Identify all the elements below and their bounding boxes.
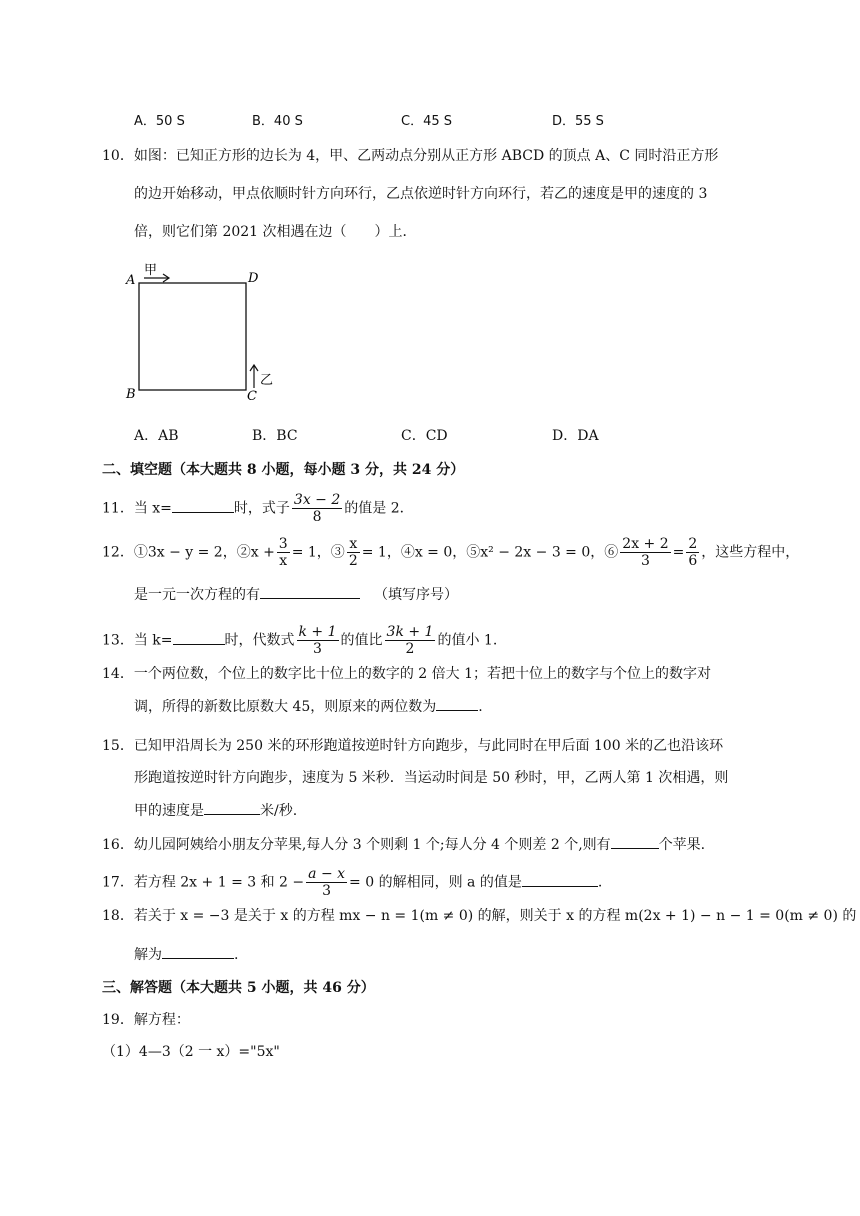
q17-frac-num: a − x	[308, 866, 346, 882]
vertex-b-label: B	[126, 387, 136, 402]
q17-fraction	[306, 866, 347, 899]
q12-eq6-fraction-2	[686, 536, 699, 569]
q18-number: 18．	[102, 908, 134, 924]
question-15-line-3	[134, 800, 297, 821]
q13-f2-den: 2	[405, 641, 415, 657]
question-19	[102, 1010, 190, 1030]
q11-frac-denominator: 8	[312, 509, 322, 525]
q16-pre: 幼儿园阿姨给小朋友分苹果,每人分 3 个则剩 1 个;每人分 4 个则差 2 个,则有	[133, 837, 611, 853]
q18-text-1: 若关于 x = −3 是关于 x 的方程 mx − n = 1(m ≠ 0) 的解，则关于 x 的方程 m(2x + 1) − n − 1 = 0(m ≠ 0) 的	[133, 908, 857, 924]
q12-eq6-fraction	[620, 536, 670, 569]
question-11	[102, 492, 414, 525]
q12-eq6-post: ，这些方程中，	[701, 544, 800, 561]
q12-answer-blank[interactable]	[260, 584, 360, 599]
vertex-d-label: D	[248, 271, 259, 286]
q14-line2-pre: 调，所得的新数比原数大 45，则原来的两位数为	[134, 699, 437, 715]
q9-option-a: A．50 S	[134, 114, 185, 129]
square-abcd	[139, 283, 246, 390]
q12-number: 12．	[102, 544, 134, 561]
q9-option-d: D．55 S	[552, 114, 604, 129]
q10-line-1	[102, 146, 718, 166]
question-14-line-2	[134, 696, 483, 717]
q11-post: 的值是 2．	[344, 500, 414, 517]
q11-fraction	[292, 492, 342, 525]
q13-number: 13．	[102, 632, 134, 649]
q16-number: 16．	[102, 837, 134, 853]
q10-line-2: 的边开始移动，甲点依顺时针方向环行，乙点依逆时针方向环行，若乙的速度是甲的速度的 3	[134, 186, 708, 202]
q9-options	[134, 110, 694, 130]
q13-post: 的值小 1.	[437, 632, 498, 649]
q10-option-c: C．CD	[401, 428, 448, 444]
q9-option-b: B．40 S	[252, 114, 303, 129]
q14-number: 14．	[102, 666, 134, 682]
q18-line2-pre: 解为	[134, 947, 162, 963]
q12-eq3-den: 2	[348, 553, 358, 569]
q11-mid: 时，式子	[233, 500, 290, 517]
question-16	[102, 834, 705, 855]
q13-f2-num: 3k + 1	[386, 624, 434, 640]
q13-mid: 时，代数式	[224, 632, 295, 649]
q13-answer-blank[interactable]	[173, 630, 225, 645]
question-12-line-2	[134, 584, 458, 605]
q12-eq3-num: x	[347, 536, 360, 553]
q19-text: 解方程：	[133, 1012, 190, 1028]
vertex-a-label: A	[126, 273, 136, 288]
q13-f1-den: 3	[313, 641, 322, 657]
q10-option-b: B．BC	[252, 428, 298, 444]
q17-mid: = 0 的解相同，则 a 的值是	[349, 874, 522, 891]
q12-eq1: ①3x − y = 2，②	[133, 544, 251, 561]
q13-mid2: 的值比	[340, 632, 383, 649]
q11-number: 11．	[102, 500, 134, 517]
yi-arrow-icon	[250, 365, 258, 388]
section-2-heading: 二、填空题（本大题共 8 小题，每小题 3 分，共 24 分）	[102, 462, 465, 478]
q12-eq3-post: = 1，④x = 0，⑤x² − 2x − 3 = 0，⑥	[361, 544, 619, 561]
question-17	[102, 866, 602, 899]
q12-eq2-fraction	[277, 536, 290, 569]
question-15-line-2: 形跑道按逆时针方向跑步，速度为 5 米秒．当运动时间是 50 秒时，甲，乙两人第 1 次相遇，则	[134, 770, 729, 786]
question-12-line-1	[102, 536, 799, 569]
question-14-line-1	[102, 664, 711, 684]
q12-eq6-mid: =	[672, 544, 685, 561]
q12-eq6-den-2: 6	[688, 553, 698, 569]
q11-answer-blank[interactable]	[172, 498, 234, 513]
q14-answer-blank[interactable]	[436, 696, 478, 711]
q17-pre: 若方程 2x + 1 = 3 和 2 −	[133, 874, 305, 891]
q12-eq6-num-2: 2	[688, 536, 698, 552]
q12-eq2-post: = 1，③	[291, 544, 345, 561]
q10-text-1: 如图：已知正方形的边长为 4，甲、乙两动点分别从正方形 ABCD 的顶点 A、C 同时沿正方形	[133, 148, 719, 164]
q10-number: 10．	[102, 148, 134, 164]
q15-answer-blank[interactable]	[204, 800, 260, 815]
square-figure	[120, 258, 280, 408]
q11-pre: 当 x=	[133, 500, 172, 517]
q15-text-1: 已知甲沿周长为 250 米的环形跑道按逆时针方向跑步，与此同时在甲后面 100 米的乙也沿该环	[133, 738, 724, 754]
question-18-line-2	[134, 944, 238, 965]
question-19-part-1: （1）4—3（2 一 x）="5x"	[102, 1044, 280, 1060]
q13-f1-num: k + 1	[298, 624, 337, 640]
question-18-line-1	[102, 906, 856, 926]
q13-fraction-2	[385, 624, 436, 657]
q10-line-3: 倍，则它们第 2021 次相遇在边（ ）上．	[134, 224, 417, 240]
q15-line3-post: 米/秒.	[260, 803, 298, 819]
q15-line3-pre: 甲的速度是	[134, 803, 204, 819]
yi-label: 乙	[260, 373, 274, 388]
question-15-line-1	[102, 736, 723, 756]
q19-number: 19．	[102, 1012, 134, 1028]
q16-answer-blank[interactable]	[611, 834, 659, 849]
q10-option-a: A．AB	[134, 428, 179, 444]
q17-answer-blank[interactable]	[522, 872, 598, 887]
q14-line2-post: .	[478, 699, 483, 715]
q14-text-1: 一个两位数，个位上的数字比十位上的数字的 2 倍大 1；若把十位上的数字与个位上的数字对	[133, 666, 711, 682]
q12-eq3-fraction	[347, 536, 360, 569]
question-13	[102, 624, 497, 657]
vertex-c-label: C	[247, 389, 257, 404]
section-3-heading: 三、解答题（本大题共 5 小题，共 46 分）	[102, 980, 375, 996]
q10-options	[134, 425, 694, 445]
q12-eq2-pre: x +	[250, 544, 275, 561]
q17-number: 17．	[102, 874, 134, 891]
q12-eq2-num: 3	[278, 536, 288, 552]
q12-eq6-num: 2x + 2	[622, 536, 669, 552]
q12-line2-pre: 是一元一次方程的有	[134, 587, 260, 603]
q12-eq6-den: 3	[640, 553, 650, 569]
q9-option-c: C．45 S	[401, 114, 453, 129]
q18-answer-blank[interactable]	[162, 944, 234, 959]
q13-fraction-1	[297, 624, 339, 657]
q12-line2-post: （填写序号）	[374, 587, 458, 603]
q12-eq2-den: x	[279, 553, 288, 569]
q10-option-d: D．DA	[552, 428, 599, 444]
q18-line2-post: .	[234, 947, 239, 963]
q16-post: 个苹果.	[658, 837, 706, 853]
q17-frac-den: 3	[322, 883, 332, 899]
q13-pre: 当 k=	[133, 632, 173, 649]
q11-frac-numerator: 3x − 2	[293, 492, 341, 508]
jia-label: 甲	[144, 263, 158, 278]
q15-number: 15．	[102, 738, 134, 754]
q17-post: .	[597, 874, 603, 891]
